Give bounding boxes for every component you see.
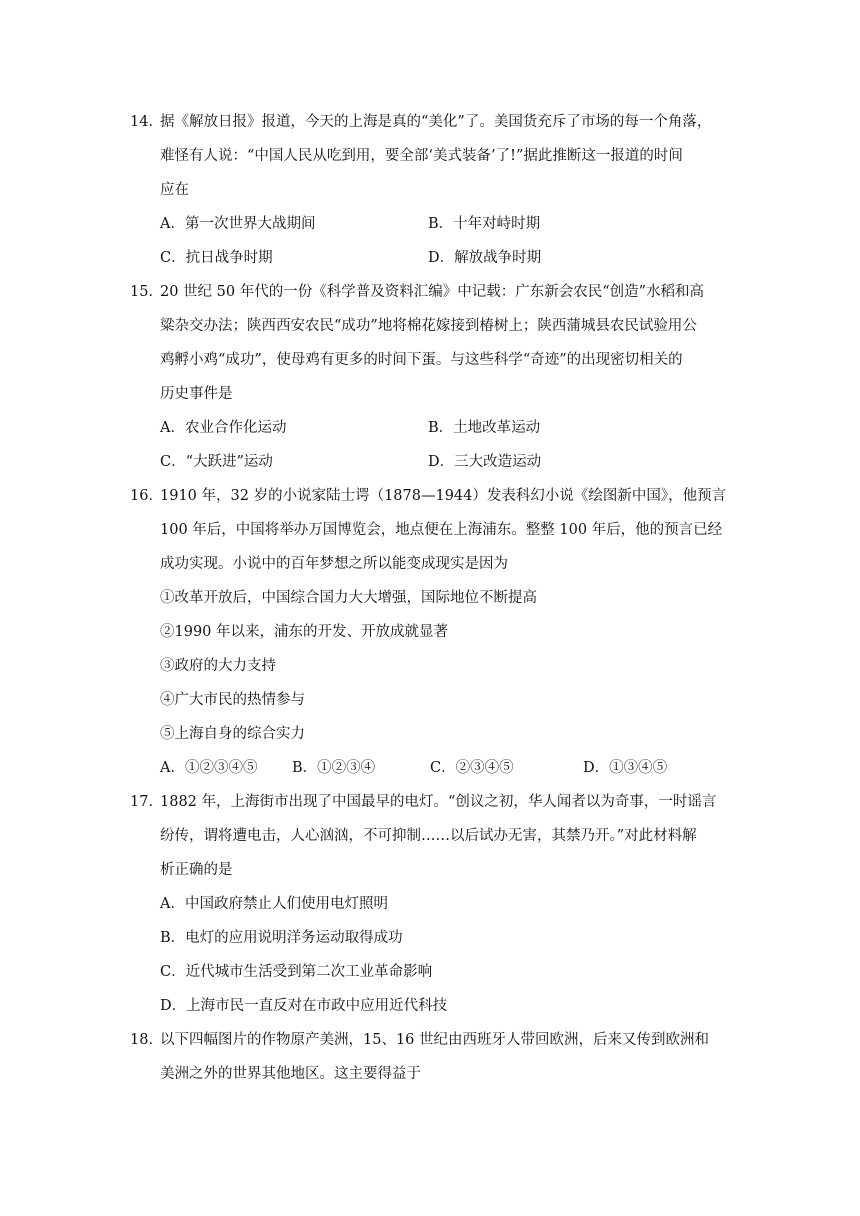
question-text-line: 纷传，谓将遭电击，人心汹汹，不可抑制……以后试办无害，其禁乃开。”对此材料解	[160, 828, 697, 844]
question-text-line: 成功实现。小说中的百年梦想之所以能变成现实是因为	[160, 556, 508, 572]
option-c: C．抗日战争时期	[160, 250, 273, 266]
option-b: B．①②③④	[292, 760, 376, 776]
statement-item: ①改革开放后，中国综合国力大大增强，国际地位不断提高	[160, 590, 537, 606]
question-number: 15．	[130, 284, 163, 300]
option-b: B．十年对峙时期	[428, 216, 541, 232]
question-text-line: 100 年后，中国将举办万国博览会，地点便在上海浦东。整整 100 年后，他的预言已经	[160, 522, 723, 538]
question-text-line: 难怪有人说：“中国人民从吃到用，要全部‘美式装备’了!”据此推断这一报道的时间	[160, 148, 683, 164]
question-number: 17．	[130, 794, 163, 810]
question-number: 18．	[130, 1032, 163, 1048]
option-d: D．三大改造运动	[428, 454, 542, 470]
question-text-line: 以下四幅图片的作物原产美洲，15、16 世纪由西班牙人带回欧洲，后来又传到欧洲和	[160, 1032, 710, 1048]
question-text-line: 鸡孵小鸡“成功”，使母鸡有更多的时间下蛋。与这些科学“奇迹”的出现密切相关的	[160, 352, 683, 368]
option-a: A．第一次世界大战期间	[160, 216, 316, 232]
option-b: B．电灯的应用说明洋务运动取得成功	[160, 930, 403, 946]
statement-item: ⑤上海自身的综合实力	[160, 726, 305, 742]
question-text-line: 历史事件是	[160, 386, 233, 402]
option-b: B．土地改革运动	[428, 420, 541, 436]
statement-item: ②1990 年以来，浦东的开发、开放成就显著	[160, 624, 449, 640]
question-text-line: 应在	[160, 182, 189, 198]
option-a: A．中国政府禁止人们使用电灯照明	[160, 896, 388, 912]
option-a: A．农业合作化运动	[160, 420, 287, 436]
question-number: 16．	[130, 488, 163, 504]
question-text-line: 1882 年，上海街市出现了中国最早的电灯。“创议之初，华人闻者以为奇事，一时谣言	[160, 794, 717, 810]
statement-item: ③政府的大力支持	[160, 658, 276, 674]
question-text-line: 粱杂交办法；陕西西安农民“成功”地将棉花嫁接到椿树上；陕西蒲城县农民试验用公	[160, 318, 697, 334]
question-number: 14．	[130, 114, 163, 130]
option-d: D．上海市民一直反对在市政中应用近代科技	[160, 998, 448, 1014]
question-text-line: 据《解放日报》报道，今天的上海是真的“美化”了。美国货充斥了市场的每一个角落，	[160, 114, 712, 130]
option-c: C．近代城市生活受到第二次工业革命影响	[160, 964, 433, 980]
statement-item: ④广大市民的热情参与	[160, 692, 305, 708]
option-d: D．解放战争时期	[428, 250, 542, 266]
option-c: C．“大跃进”运动	[160, 454, 273, 470]
option-d: D．①③④⑤	[583, 760, 668, 776]
question-text-line: 20 世纪 50 年代的一份《科学普及资料汇编》中记载：广东新会农民“创造”水稻和高	[160, 284, 705, 300]
option-a: A．①②③④⑤	[160, 760, 258, 776]
option-c: C．②③④⑤	[430, 760, 514, 776]
question-text-line: 美洲之外的世界其他地区。这主要得益于	[160, 1066, 421, 1082]
question-text-line: 1910 年，32 岁的小说家陆士谔（1878—1944）发表科幻小说《绘图新中国》，他预言	[160, 488, 727, 504]
question-text-line: 析正确的是	[160, 862, 233, 878]
